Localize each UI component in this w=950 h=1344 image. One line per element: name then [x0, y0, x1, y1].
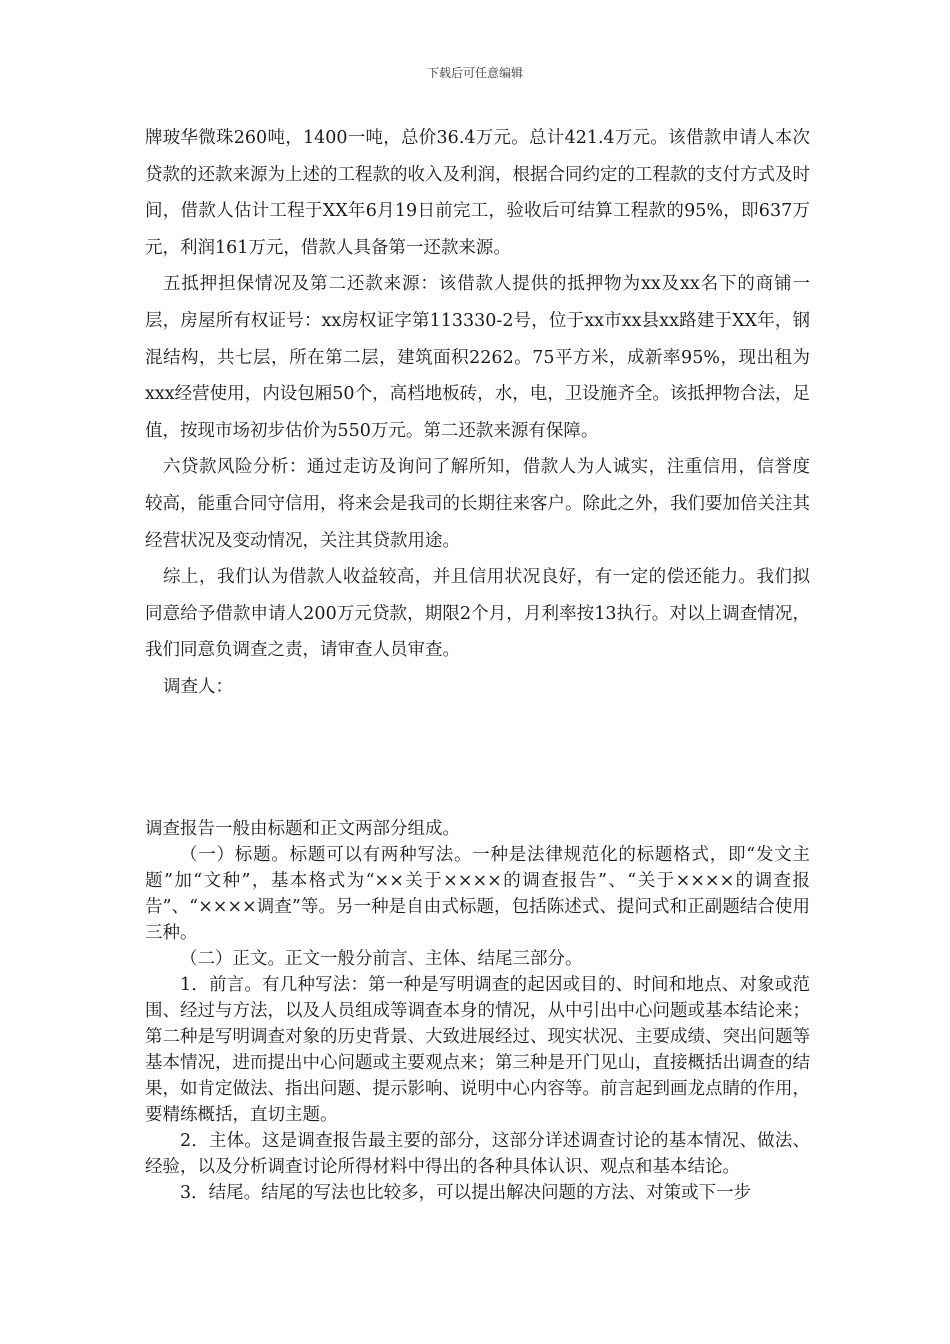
paragraph-collateral: 五抵押担保情况及第二还款来源：该借款人提供的抵押物为xx及xx名下的商铺一层，房屋所有权证号：xx房权证字第113330-2号，位于xx市xx县xx路建于XX年，钢混结构，共七层，所在第二层，建筑面积2262。75平方米，成新率95%，现出租为xxx经营使用，内设包厢50个，高档地板砖，水，电，卫设施齐全。该抵押物合法，足值，按现市场初步估价为550万元。第二还款来源有保障。	[145, 274, 810, 441]
paragraph-conclusion: 综上，我们认为借款人收益较高，并且信用状况良好，有一定的偿还能力。我们拟同意给予借款申请人200万元贷款，期限2个月，月利率按13执行。对以上调查情况，我们同意负调查之责，请审查人员审查。	[145, 567, 810, 661]
guide-body-section: （二）正文。正文一般分前言、主体、结尾三部分。	[180, 949, 583, 969]
investigator-signature-line: 调查人：	[163, 676, 233, 697]
paragraph-risk-analysis: 六贷款风险分析：通过走访及询问了解所知，借款人为人诚实，注重信用，信誉度较高，能重合同守信用，将来会是我司的长期往来客户。除此之外，我们要加倍关注其经营状况及变动情况，关注其贷款用途。	[145, 457, 810, 551]
page-header: 下载后可任意编辑	[426, 66, 523, 80]
guide-title-section: （一）标题。标题可以有两种写法。一种是法律规范化的标题格式，即“发文主题”加“文种”，基本格式为“××关于××××的调查报告”、“关于××××的调查报告”、“××××调查”等。另一种是自由式标题，包括陈述式、提问式和正副题结合使用三种。	[145, 845, 810, 943]
guide-preface: 1．前言。有几种写法：第一种是写明调查的起因或目的、时间和地点、对象或范围、经过与方法，以及人员组成等调查本身的情况，从中引出中心问题或基本结论来；第二种是写明调查对象的历史背景、大致进展经过、现实状况、主要成绩、突出问题等基本情况，进而提出中心问题或主要观点来；第三种是开门见山，直接概括出调查的结果，如肯定做法、指出问题、提示影响、说明中心内容等。前言起到画龙点睛的作用，要精练概括，直切主题。	[145, 975, 810, 1125]
loan-investigation-section	[145, 120, 810, 706]
report-writing-guide	[145, 816, 810, 1206]
guide-ending: 3．结尾。结尾的写法也比较多，可以提出解决问题的方法、对策或下一步	[180, 1183, 752, 1203]
guide-intro: 调查报告一般由标题和正文两部分组成。	[145, 819, 460, 839]
guide-main-body: 2．主体。这是调查报告最主要的部分，这部分详述调查讨论的基本情况、做法、经验，以及分析调查讨论所得材料中得出的各种具体认识、观点和基本结论。	[145, 1131, 810, 1177]
paragraph-repayment-source-1: 牌玻华微珠260吨，1400一吨，总价36.4万元。总计421.4万元。该借款申请人本次贷款的还款来源为上述的工程款的收入及利润，根据合同约定的工程款的支付方式及时间，借款人估计工程于XX年6月19日前完工，验收后可结算工程款的95%，即637万元，利润161万元，借款人具备第一还款来源。	[145, 128, 810, 258]
